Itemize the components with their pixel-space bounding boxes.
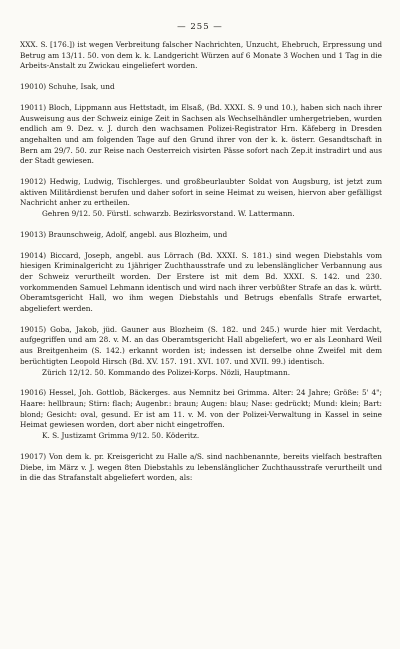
entry-text: 19014) Biccard, Joseph, angebl. aus Lörrach (Bd. XXXI. S. 181.) sind wegen Diebstahls vom hiesigen Kriminalgericht zu 1jähriger Zuchthausstrafe und zu lebenslänglicher Verbannung aus der Schweiz verurtheilt worden. Der Erstere ist mit dem Bd. XXXI. S. 142. und 230. vorkommenden Samuel Lehmann identisch und wird nach ihrer verbüßter Strafe an das k. württ. Oberamtsgericht Hall, wo ihm wegen Diebstahls und Betrugs ebenfalls Strafe erwartet, abgeliefert werden. xyxy=(20,250,382,314)
entry-19013 xyxy=(20,230,382,241)
entry-19016 xyxy=(20,388,382,442)
entry-xxx xyxy=(20,40,382,72)
entry-text: XXX. S. [176.]) ist wegen Verbreitung falscher Nachrichten, Unzucht, Ehebruch, Erpressung und Betrug am 13/11. 50. von dem k. k. Landgericht Würzen auf 6 Monate 3 Wochen und 1 Tag in die Arbeits-Anstalt zu Zwickau eingeliefert worden. xyxy=(20,40,382,71)
entry-text: 19012) Hedwig, Ludwig, Tischlerges. und großbeurlaubter Soldat von Augsburg, ist jetzt zum aktiven Militärdienst berufen und daher sofort in seine Heimat zu weisen, hiervon aber gefälligst Nachricht anher zu ertheilen. xyxy=(20,177,382,208)
page-number: — 255 — xyxy=(177,22,223,32)
entry-signature: Zürich 12/12. 50. Kommando des Polizei-Korps. Nözli, Hauptmann. xyxy=(42,367,291,377)
entry-text: 19015) Goba, Jakob, jüd. Gauner aus Blozheim (S. 182. und 245.) wurde hier mit Verdacht, aufgegriffen und am 28. v. M. an das Oberamtsgericht Hall abgeliefert, wo er als Leonhard Weil aus Breitgenheim (S. 142.) erkannt worden ist; indessen ist derselbe ohne Zweifel mit dem berüchtigten Leopold Hirsch (Bd. XV. 157. 191. XVI. 107. und XVII. 99.) identisch. xyxy=(20,324,382,366)
entry-text: 19017) Von dem k. pr. Kreisgericht zu Halle a/S. sind nachbenannte, bereits vielfach bestraften Diebe, im März v. J. wegen 8ten Diebstahls zu lebenslänglicher Zuchthausstrafe verurtheilt und in die das Strafanstalt abgeliefert worden, als: xyxy=(20,451,382,483)
entry-text: 19013) Braunschweig, Adolf, angebl. aus Blozheim, und xyxy=(20,229,228,239)
entry-19015 xyxy=(20,325,382,379)
entry-19011 xyxy=(20,103,382,167)
entry-text: 19010) Schuhe, Isak, und xyxy=(20,82,115,92)
entry-19010 xyxy=(20,82,382,93)
entry-19012 xyxy=(20,177,382,220)
entry-text: 19016) Hessel, Joh. Gottlob, Bäckerges. aus Nemnitz bei Grimma. Alter: 24 Jahre; Größe: 5' 4"; Haare: hellbraun; Stirn: flach; Augenbr.: braun; Augen: blau; Nase: gedrückt; Mund: klein; Bart: blond; Gesicht: oval, gesund. Er ist am 11. v. M. von der Polizei-Verwaltung in Kassel in seine Heimat gewiesen worden, dort aber nicht eingetroffen. xyxy=(20,388,382,430)
entry-signature: Gehren 9/12. 50. Fürstl. schwarzb. Bezirksvorstand. W. Lattermann. xyxy=(42,209,295,219)
entry-19017 xyxy=(20,452,382,484)
entry-signature: K. S. Justizamt Grimma 9/12. 50. Köderitz. xyxy=(42,431,200,441)
entry-19014 xyxy=(20,251,382,315)
entry-text: 19011) Bloch, Lippmann aus Hettstadt, im Elsaß, (Bd. XXXI. S. 9 und 10.), haben sich nach ihrer Ausweisung aus der Schweiz einige Zeit in Sachsen als Wechselhändler umhergetrieben, wurden endlich am 9. Dez. v. J. durch den wachsamen Polizei-Registrator Hrn. Käfeberg in Dresden angehalten und am folgenden Tage auf den Grund ihrer von der k. k. österr. Gesandtschaft in Bern am 29/7. 50. zur Reise nach Oesterreich visirten Pässe sofort nach Zep.it instradirt und aus der Stadt gewiesen. xyxy=(20,102,382,166)
